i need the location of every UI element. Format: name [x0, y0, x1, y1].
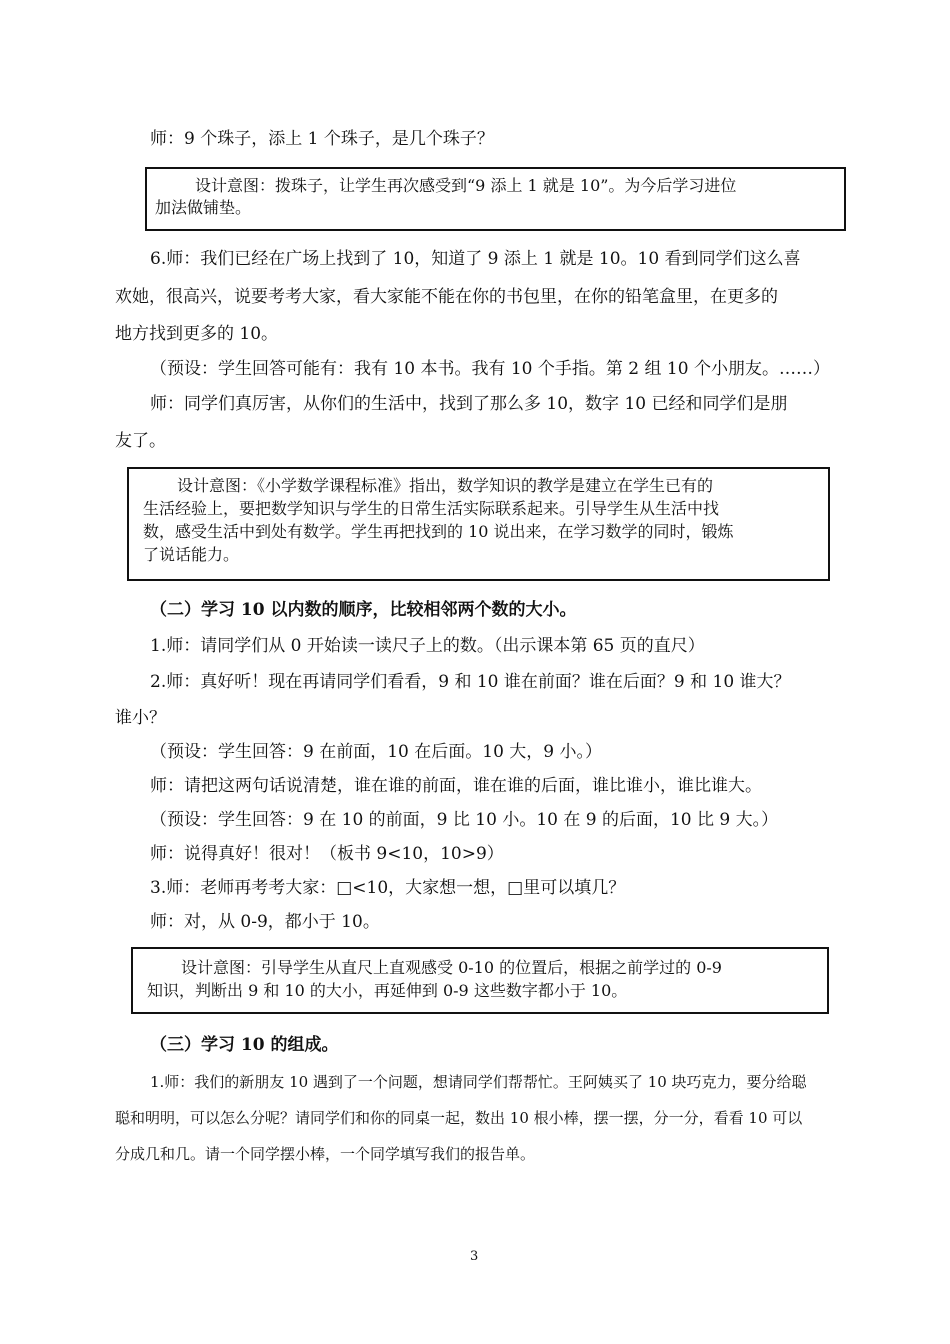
section-heading: （三）学习 10 的组成。	[150, 1035, 339, 1055]
paragraph-line: 友了。	[115, 431, 166, 451]
paragraph-line: 3.师：老师再考考大家：□<10，大家想一想，□里可以填几？	[150, 878, 626, 898]
paragraph-line: （预设：学生回答：9 在前面，10 在后面。10 大，9 小。）	[150, 742, 603, 762]
paragraph-line: 地方找到更多的 10。	[115, 324, 279, 344]
paragraph-line: 1.师：我们的新朋友 10 遇到了一个问题，想请同学们帮帮忙。王阿姨买了 10 块巧克力，要分给聪	[150, 1073, 807, 1091]
paragraph-line: 6.师：我们已经在广场上找到了 10，知道了 9 添上 1 就是 10。10 看到同学们这么喜	[150, 249, 801, 269]
design-intent-box	[127, 467, 830, 581]
paragraph-line: 师：9 个珠子，添上 1 个珠子，是几个珠子？	[150, 129, 494, 149]
paragraph-line: （预设：学生回答可能有：我有 10 本书。我有 10 个手指。第 2 组 10 个小朋友。……）	[150, 359, 830, 379]
section-heading: （二）学习 10 以内数的顺序，比较相邻两个数的大小。	[150, 600, 577, 620]
box-text-line: 设计意图：《小学数学课程标准》指出，数学知识的教学是建立在学生已有的	[177, 476, 714, 495]
page-number: 3	[470, 1249, 479, 1264]
paragraph-line: 2.师：真好听！现在再请同学们看看，9 和 10 谁在前面？谁在后面？9 和 10 谁大？	[150, 672, 791, 692]
box-text-line: 知识，判断出 9 和 10 的大小，再延伸到 0-9 这些数字都小于 10。	[147, 981, 628, 1000]
paragraph-line: （预设：学生回答：9 在 10 的前面，9 比 10 小。10 在 9 的后面，10 比 9 大。）	[150, 810, 779, 830]
paragraph-line: 聪和明明，可以怎么分呢？请同学们和你的同桌一起，数出 10 根小棒，摆一摆，分一分，看看 10 可以	[115, 1109, 803, 1127]
paragraph-line: 师：对，从 0-9，都小于 10。	[150, 912, 380, 932]
paragraph-line: 师：说得真好！很对！（板书 9<10，10>9）	[150, 844, 504, 864]
paragraph-line: 分成几和几。请一个同学摆小棒，一个同学填写我们的报告单。	[115, 1145, 536, 1163]
paragraph-line: 1.师：请同学们从 0 开始读一读尺子上的数。（出示课本第 65 页的直尺）	[150, 636, 705, 656]
paragraph-line: 欢她，很高兴，说要考考大家，看大家能不能在你的书包里，在你的铅笔盒里，在更多的	[115, 287, 778, 307]
box-text-line: 设计意图：引导学生从直尺上直观感受 0-10 的位置后，根据之前学过的 0-9	[181, 958, 722, 977]
paragraph-line: 谁小？	[115, 708, 166, 728]
paragraph-line: 师：同学们真厉害，从你们的生活中，找到了那么多 10，数字 10 已经和同学们是朋	[150, 394, 788, 414]
design-intent-box	[145, 167, 846, 231]
box-text-line: 数，感受生活中到处有数学。学生再把找到的 10 说出来，在学习数学的同时，锻炼	[143, 522, 734, 541]
box-text-line: 了说话能力。	[143, 545, 240, 564]
box-text-line: 加法做铺垫。	[155, 198, 252, 217]
paragraph-line: 师：请把这两句话说清楚，谁在谁的前面，谁在谁的后面，谁比谁小，谁比谁大。	[150, 776, 762, 796]
box-text-line: 设计意图：拨珠子，让学生再次感受到“9 添上 1 就是 10”。为今后学习进位	[195, 176, 737, 195]
box-text-line: 生活经验上，要把数学知识与学生的日常生活实际联系起来。引导学生从生活中找	[143, 499, 720, 518]
design-intent-box	[131, 947, 829, 1014]
